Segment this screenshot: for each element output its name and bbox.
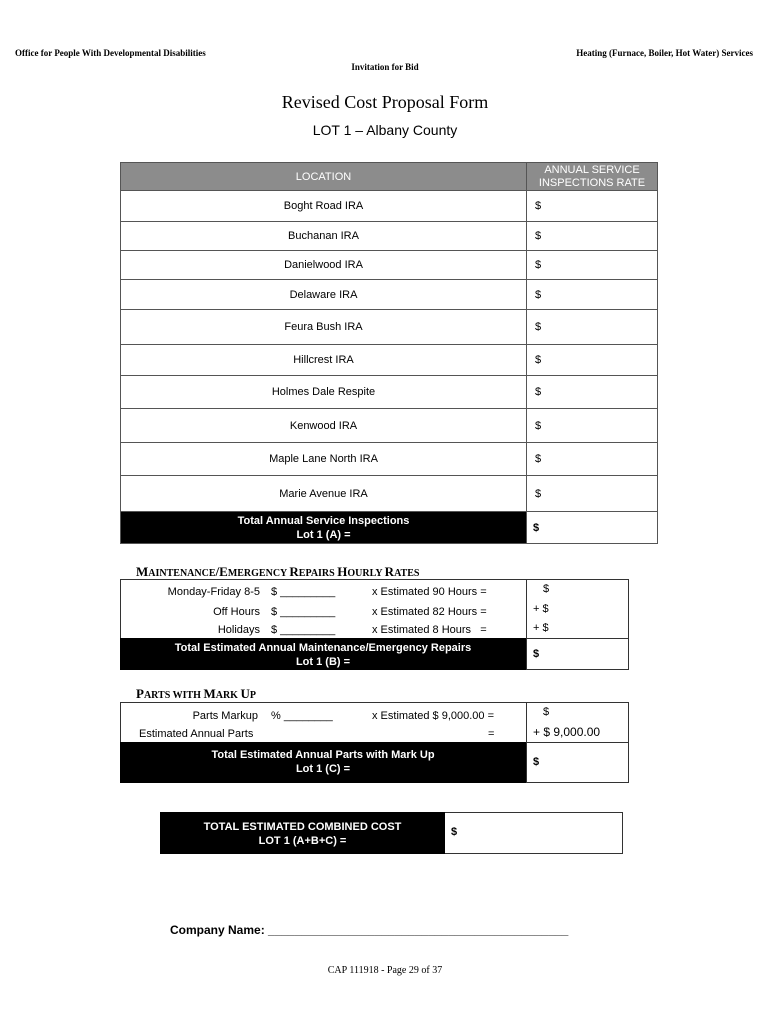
- value-weekday[interactable]: $: [543, 583, 550, 595]
- locations-table: [120, 162, 658, 544]
- locations-table-header: [121, 163, 658, 191]
- table-row: [121, 222, 658, 251]
- total-b-label: [120, 638, 526, 670]
- column-header-location: LOCATION: [121, 163, 527, 191]
- location-name: Hillcrest IRA: [121, 345, 527, 376]
- maintenance-heading: MAINTENANCE/EMERGENCY REPAIRS HOURLY RATES: [136, 564, 420, 579]
- combined-line1: TOTAL ESTIMATED COMBINED COST: [203, 821, 402, 833]
- location-name: Delaware IRA: [121, 280, 527, 310]
- parts-markup-label: Parts Markup: [192, 710, 258, 722]
- table-row: [121, 345, 658, 376]
- page-title: Revised Cost Proposal Form: [281, 92, 489, 112]
- location-name: Maple Lane North IRA: [121, 443, 527, 476]
- parts-markup-input[interactable]: % ________: [271, 710, 333, 722]
- rate-input-holidays[interactable]: $ _________: [271, 624, 336, 636]
- table-row: [121, 251, 658, 280]
- rate-field[interactable]: $: [527, 191, 658, 222]
- total-a-line1: Total Annual Service Inspections: [237, 514, 410, 527]
- table-row: [121, 443, 658, 476]
- page-subtitle: LOT 1 – Albany County: [312, 122, 458, 138]
- total-c-label: [120, 742, 526, 783]
- rate-field[interactable]: $: [527, 376, 658, 409]
- company-name-field[interactable]: _____________________________________________: [268, 923, 569, 937]
- total-b-line2: Lot 1 (B) =: [295, 656, 351, 668]
- parts-annual-label: Estimated Annual Parts: [139, 728, 254, 740]
- parts-total-rule: [526, 742, 629, 743]
- total-c-line2: Lot 1 (C) =: [295, 763, 351, 775]
- rate-field[interactable]: $: [527, 251, 658, 280]
- estimate-off-hours: x Estimated 82 Hours =: [372, 606, 487, 618]
- parts-markup-estimate: x Estimated $ 9,000.00 =: [372, 710, 494, 722]
- estimate-holidays: x Estimated 8 Hours =: [372, 624, 487, 636]
- rate-field[interactable]: $: [527, 443, 658, 476]
- rate-field[interactable]: $: [527, 310, 658, 345]
- company-name-row: [170, 923, 568, 937]
- location-name: Feura Bush IRA: [121, 310, 527, 345]
- rate-input-off-hours[interactable]: $ _________: [271, 606, 336, 618]
- location-name: Buchanan IRA: [121, 222, 527, 251]
- total-a-label: [121, 512, 527, 544]
- total-c-field[interactable]: $: [533, 756, 540, 768]
- table-row: [121, 310, 658, 345]
- company-name-label: Company Name:: [170, 923, 265, 937]
- maintenance-total-rule: [526, 638, 629, 639]
- parts-annual-equals: =: [488, 728, 495, 740]
- total-row: [121, 512, 658, 544]
- rate-field[interactable]: $: [527, 222, 658, 251]
- header-document-type: Invitation for Bid: [351, 62, 419, 72]
- combined-total-field[interactable]: $: [451, 826, 458, 838]
- page-footer: CAP 111918 - Page 29 of 37: [327, 965, 443, 976]
- rate-field[interactable]: $: [527, 409, 658, 443]
- total-b-field[interactable]: $: [533, 648, 540, 660]
- rate-input-weekday[interactable]: $ _________: [271, 586, 336, 598]
- table-row: [121, 476, 658, 512]
- location-name: Danielwood IRA: [121, 251, 527, 280]
- maintenance-divider: [526, 579, 527, 670]
- location-name: Boght Road IRA: [121, 191, 527, 222]
- parts-annual-value: + $ 9,000.00: [533, 725, 601, 739]
- value-off-hours[interactable]: + $: [533, 603, 549, 615]
- header-agency: Office for People With Developmental Disabilities: [15, 48, 206, 58]
- parts-markup-value[interactable]: $: [543, 706, 550, 718]
- rate-label-off-hours: Off Hours: [213, 606, 260, 618]
- total-a-line2: Lot 1 (A) =: [296, 528, 351, 541]
- column-header-rate: ANNUAL SERVICE INSPECTIONS RATE: [527, 163, 658, 191]
- table-row: [121, 409, 658, 443]
- total-a-field[interactable]: $: [527, 512, 658, 544]
- rate-field[interactable]: $: [527, 280, 658, 310]
- location-name: Holmes Dale Respite: [121, 376, 527, 409]
- rate-field[interactable]: $: [527, 476, 658, 512]
- parts-heading: PARTS WITH MARK UP: [136, 686, 256, 701]
- estimate-weekday: x Estimated 90 Hours =: [372, 586, 487, 598]
- table-row: [121, 280, 658, 310]
- rate-field[interactable]: $: [527, 345, 658, 376]
- rate-label-weekday: Monday-Friday 8-5: [167, 586, 260, 598]
- table-row: [121, 376, 658, 409]
- total-b-line1: Total Estimated Annual Maintenance/Emergency Repairs: [174, 642, 472, 654]
- header-service: Heating (Furnace, Boiler, Hot Water) Services: [576, 48, 753, 58]
- total-c-line1: Total Estimated Annual Parts with Mark Up: [211, 749, 435, 761]
- combined-total-label: [160, 812, 445, 854]
- rate-label-holidays: Holidays: [217, 624, 260, 636]
- combined-line2: LOT 1 (A+B+C) =: [258, 835, 347, 847]
- location-name: Marie Avenue IRA: [121, 476, 527, 512]
- table-row: [121, 191, 658, 222]
- location-name: Kenwood IRA: [121, 409, 527, 443]
- value-holidays[interactable]: + $: [533, 622, 549, 634]
